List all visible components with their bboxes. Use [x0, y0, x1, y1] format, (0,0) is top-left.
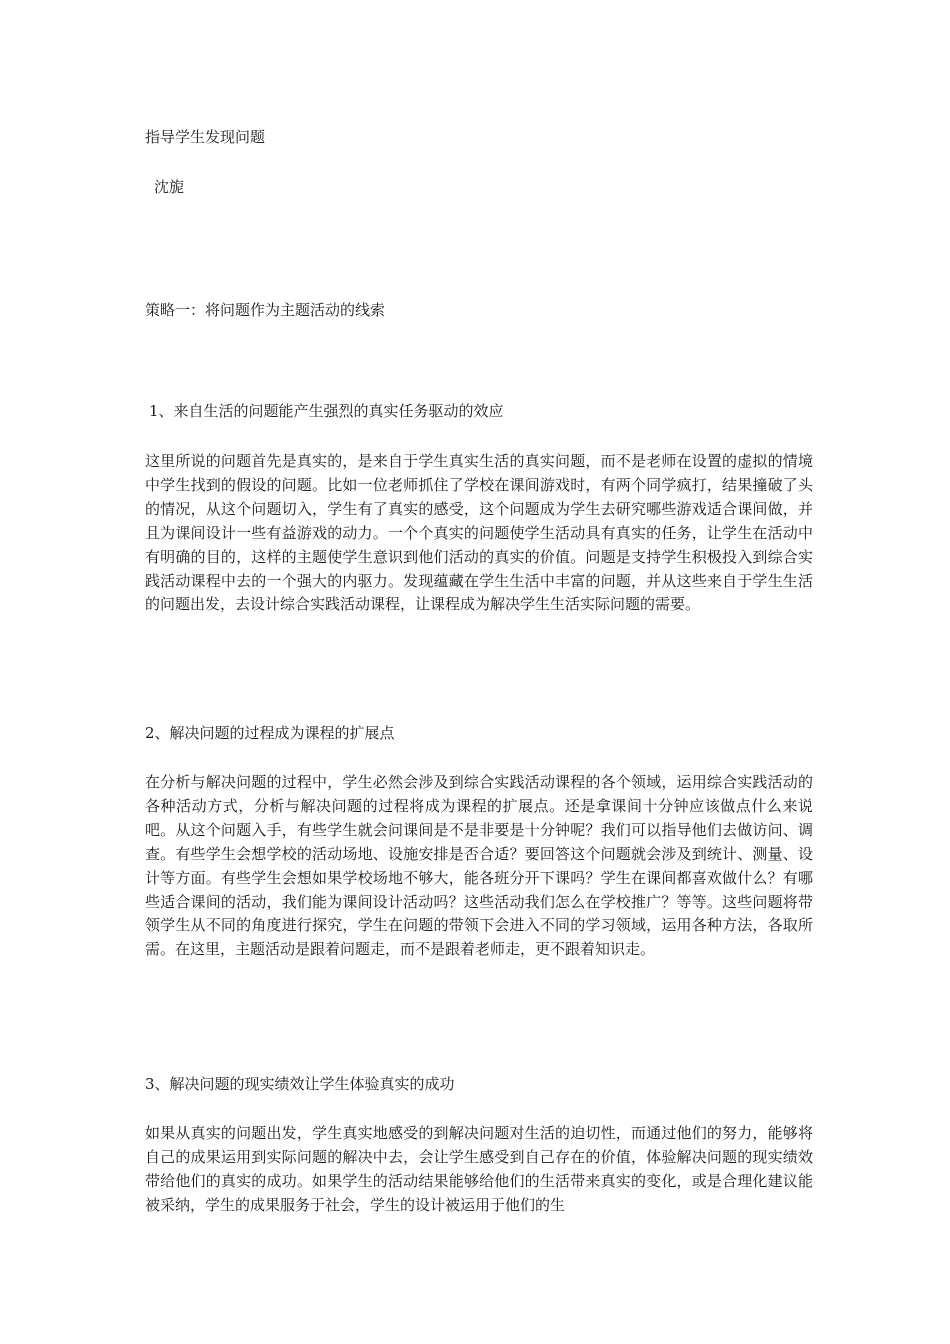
strategy-heading: 策略一：将问题作为主题活动的线索	[145, 301, 386, 319]
section-2-heading: 2、解决问题的过程成为课程的扩展点	[145, 724, 395, 742]
document-title: 指导学生发现问题	[145, 128, 266, 146]
section-3-body: 如果从真实的问题出发，学生真实地感受的到解决问题对生活的迫切性，而通过他们的努力，能够将自己的成果运用到实际问题的解决中去，会让学生感受到自己存在的价值，体验解决问题的现实绩效带给他们的真实的成功。如果学生的活动结果能够给他们的生活带来真实的变化，或是合理化建议能被采纳，学生的成果服务于社会，学生的设计被运用于他们的生	[145, 1124, 813, 1214]
section-1-heading: 1、来自生活的问题能产生强烈的真实任务驱动的效应	[149, 402, 504, 420]
section-3-heading: 3、解决问题的现实绩效让学生体验真实的成功	[145, 1075, 455, 1093]
section-2-body: 在分析与解决问题的过程中，学生必然会涉及到综合实践活动课程的各个领域，运用综合实践活动的各种活动方式，分析与解决问题的过程将成为课程的扩展点。还是拿课间十分钟应该做点什么来说吧。从这个问题入手，有些学生就会问课间是不是非要是十分钟呢？我们可以指导他们去做访问、调查。有些学生会想学校的活动场地、设施安排是否合适？要回答这个问题就会涉及到统计、测量、设计等方面。有些学生会想如果学校场地不够大，能各班分开下课吗？学生在课间都喜欢做什么？有哪些适合课间的活动，我们能为课间设计活动吗？这些活动我们怎么在学校推广？等等。这些问题将带领学生从不同的角度进行探究，学生在问题的带领下会进入不同的学习领域，运用各种方法，各取所需。在这里，主题活动是跟着问题走，而不是跟着老师走，更不跟着知识走。	[145, 773, 813, 959]
document-author: 沈旎	[154, 178, 185, 196]
section-1-body: 这里所说的问题首先是真实的，是来自于学生真实生活的真实问题，而不是老师在设置的虚拟的情境中学生找到的假设的问题。比如一位老师抓住了学校在课间游戏时，有两个同学疯打，结果撞破了头的情况，从这个问题切入，学生有了真实的感受，这个问题成为学生去研究哪些游戏适合课间做，并且为课间设计一些有益游戏的动力。一个个真实的问题使学生活动具有真实的任务，让学生在活动中有明确的目的，这样的主题使学生意识到他们活动的真实的价值。问题是支持学生积极投入到综合实践活动课程中去的一个强大的内驱力。发现蕴藏在学生生活中丰富的问题，并从这些来自于学生生活的问题出发，去设计综合实践活动课程，让课程成为解决学生生活实际问题的需要。	[145, 452, 813, 614]
